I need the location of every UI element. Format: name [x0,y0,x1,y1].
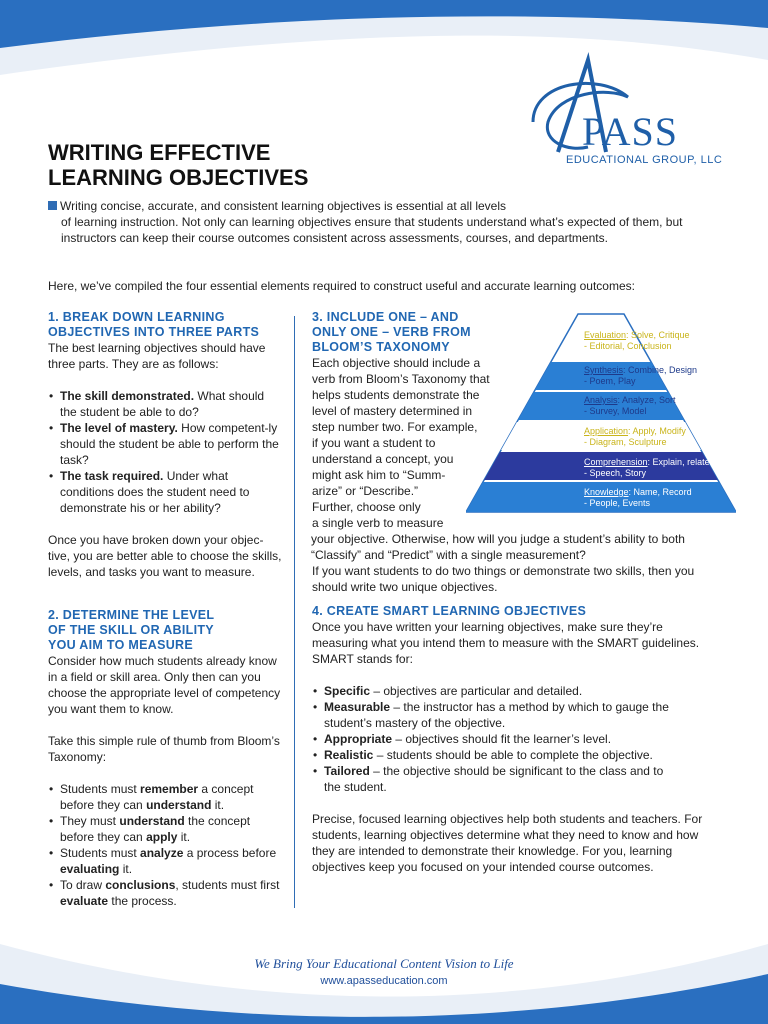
section-3-wide-text: your objective. Otherwise, how will you judge a student’s ability to both “Classify” and “Predict” with a single measurement? [311,532,685,562]
l2: - People, Events [584,498,651,508]
t: analyze [140,846,184,860]
pyramid-label-comprehension [584,457,710,479]
pyramid-label-analysis [584,395,676,417]
title-line-2: LEARNING OBJECTIVES [48,165,309,190]
section-2-heading-line-2: OF THE SKILL OR ABILITY [48,623,214,637]
l2: - Editorial, Conclusion [584,341,672,351]
section-3-heading-line-2: ONLY ONE – VERB FROM [312,325,471,339]
page-title [48,140,408,190]
t: understand [119,814,185,828]
list-item [312,763,682,795]
t: the concept before they can [60,814,251,844]
bullet-square-icon [48,201,57,210]
b: Appropriate [324,732,393,746]
section-2-heading-line-1: 2. DETERMINE THE LEVEL [48,608,215,622]
section-1-heading [48,310,284,340]
b: Tailored [324,764,370,778]
section-4-heading: 4. CREATE SMART LEARNING OBJECTIVES [312,604,587,618]
l2: - Survey, Model [584,406,647,416]
r: : Combine, Design [623,365,698,375]
k: Synthesis [584,365,624,375]
section-3-line: might ask him to “Summ- [312,468,446,482]
section-2-heading [48,608,284,653]
section-1-outro: Once you have broken down your objec-tive, you are better able to choose the skills, levels, and tasks you want to measure. [48,533,282,579]
t: Students must [60,846,141,860]
r: : Solve, Critique [626,330,690,340]
footer-tagline: We Bring Your Educational Content Vision to Life [254,956,514,971]
list-item [48,877,284,909]
section-3-line: arize” or “Describe.” [312,484,419,498]
section-4-paragraph-1: Once you have written your learning objectives, make sure they’re measuring what you intend them to measure with the SMART guidelines. SMART stands for: [312,620,700,666]
t: – objectives are particular and detailed. [370,684,583,698]
t: They must [60,814,120,828]
compiled-sentence: Here, we’ve compiled the four essential elements required to construct useful and accurate learning outcomes: [48,279,635,293]
t: evaluating [60,862,120,876]
pyramid-label-knowledge [584,487,692,509]
t: – the instructor has a method by which to gauge the student’s mastery of the objective. [324,700,669,730]
list-item [312,731,732,747]
t: – objectives should fit the learner’s level. [392,732,612,746]
t: it. [119,862,133,876]
t: it. [177,830,191,844]
list-item [48,845,284,877]
list-item [48,813,284,845]
section-1-heading-line-1: 1. BREAK DOWN LEARNING [48,310,225,324]
bullet-text: Under what conditions does the student need to demonstrate his or her ability? [60,469,250,515]
intro-paragraph [48,198,688,246]
title-line-1: WRITING EFFECTIVE [48,140,271,165]
bullet-bold: The skill demonstrated. [60,389,195,403]
section-2-heading-line-3: YOU AIM TO MEASURE [48,638,193,652]
t: a process before [183,846,277,860]
k: Knowledge [584,487,629,497]
b: Specific [324,684,371,698]
section-3-line: a single verb to measure [312,516,444,530]
column-divider [294,316,295,908]
t: conclusions [105,878,176,892]
logo-wordmark: PASS [582,109,678,154]
r: : Apply, Modify [628,426,686,436]
l2: - Diagram, Sculpture [584,437,667,447]
bullet-bold: The task required. [60,469,164,483]
pyramid-label-application [584,426,686,448]
k: Application [584,426,629,436]
k: Evaluation [584,330,627,340]
section-3-line: verb from Bloom’s Taxonomy that [312,372,490,386]
t: evaluate [60,894,109,908]
logo-subtitle: EDUCATIONAL GROUP, LLC [566,154,723,166]
section-3-line: level of mastery determined in [312,404,473,418]
section-3-line: helps students demonstrate the [312,388,480,402]
r: : Analyze, Sort [617,395,676,405]
t: a concept before they can [60,782,254,812]
t: Students must [60,782,141,796]
section-3-line: step number two. For example, [312,420,478,434]
section-1 [48,310,284,580]
section-3-line: Further, choose only [312,500,421,514]
t: , students must first [175,878,280,892]
k: Analysis [584,395,618,405]
t: understand [146,798,212,812]
list-item [48,468,284,516]
intro-rest: of learning instruction. Not only can learning objectives ensure that students understand what’s expected of them, but instructors can keep their course outcomes consistent across assessments, courses, and departments. [61,215,683,245]
l2: - Poem, Play [584,376,636,386]
section-2 [48,608,284,909]
list-item [312,747,732,763]
list-item [48,420,284,468]
section-2-paragraph-1: Consider how much students already know in a field or skill area. Only then can you choose the appropriate level of competency you want them to know. [48,654,281,716]
t: – students should be able to complete the objective. [373,748,653,762]
t: the process. [108,894,177,908]
b: Realistic [324,748,374,762]
list-item [48,388,284,420]
section-3-heading-line-3: BLOOM’S TAXONOMY [312,340,450,354]
section-3-heading-line-1: 3. INCLUDE ONE – AND [312,310,459,324]
l2: - Speech, Story [584,468,647,478]
pyramid-label-synthesis [584,365,697,387]
t: To draw [60,878,106,892]
b: Measurable [324,700,391,714]
t: it. [211,798,225,812]
r: : Explain, relate [647,457,710,467]
t: apply [146,830,178,844]
intro-first-line: Writing concise, accurate, and consistent learning objectives is essential at all levels [60,199,507,213]
list-item [48,781,284,813]
section-3-line: understand a concept, you [312,452,454,466]
bullet-text: What should the student be able to do? [60,389,265,419]
bullet-bold: The level of mastery. [60,421,178,435]
bullet-text: How competent-ly should the student be able to perform the task? [60,421,279,467]
r: : Name, Record [628,487,692,497]
list-item [312,699,692,731]
section-3-line: if you want a student to [312,436,436,450]
t: remember [140,782,199,796]
section-2-paragraph-2: Take this simple rule of thumb from Bloom’s Taxonomy: [48,734,280,764]
section-1-intro: The best learning objectives should have three parts. They are as follows: [48,341,266,371]
t: – the objective should be significant to the class and to the student. [324,764,664,794]
section-3-line: Each objective should include a [312,356,481,370]
section-4-paragraph-2: Precise, focused learning objectives help both students and teachers. For students, learning objectives determine what they need to know and how they are intended to demonstrate their knowledge. For you, learning objectives keep you focused on your intended course outcomes. [312,812,703,874]
section-1-heading-line-2: OBJECTIVES INTO THREE PARTS [48,325,260,339]
apass-logo [528,52,748,172]
footer-url-link[interactable]: www.apasseducation.com [320,975,448,987]
k: Comprehension [584,457,648,467]
list-item [312,683,732,699]
pyramid-label-evaluation [584,330,690,352]
section-4 [312,604,732,875]
section-3-wide-text-2: If you want students to do two things or demonstrate two skills, then you should write two unique objectives. [312,564,695,594]
